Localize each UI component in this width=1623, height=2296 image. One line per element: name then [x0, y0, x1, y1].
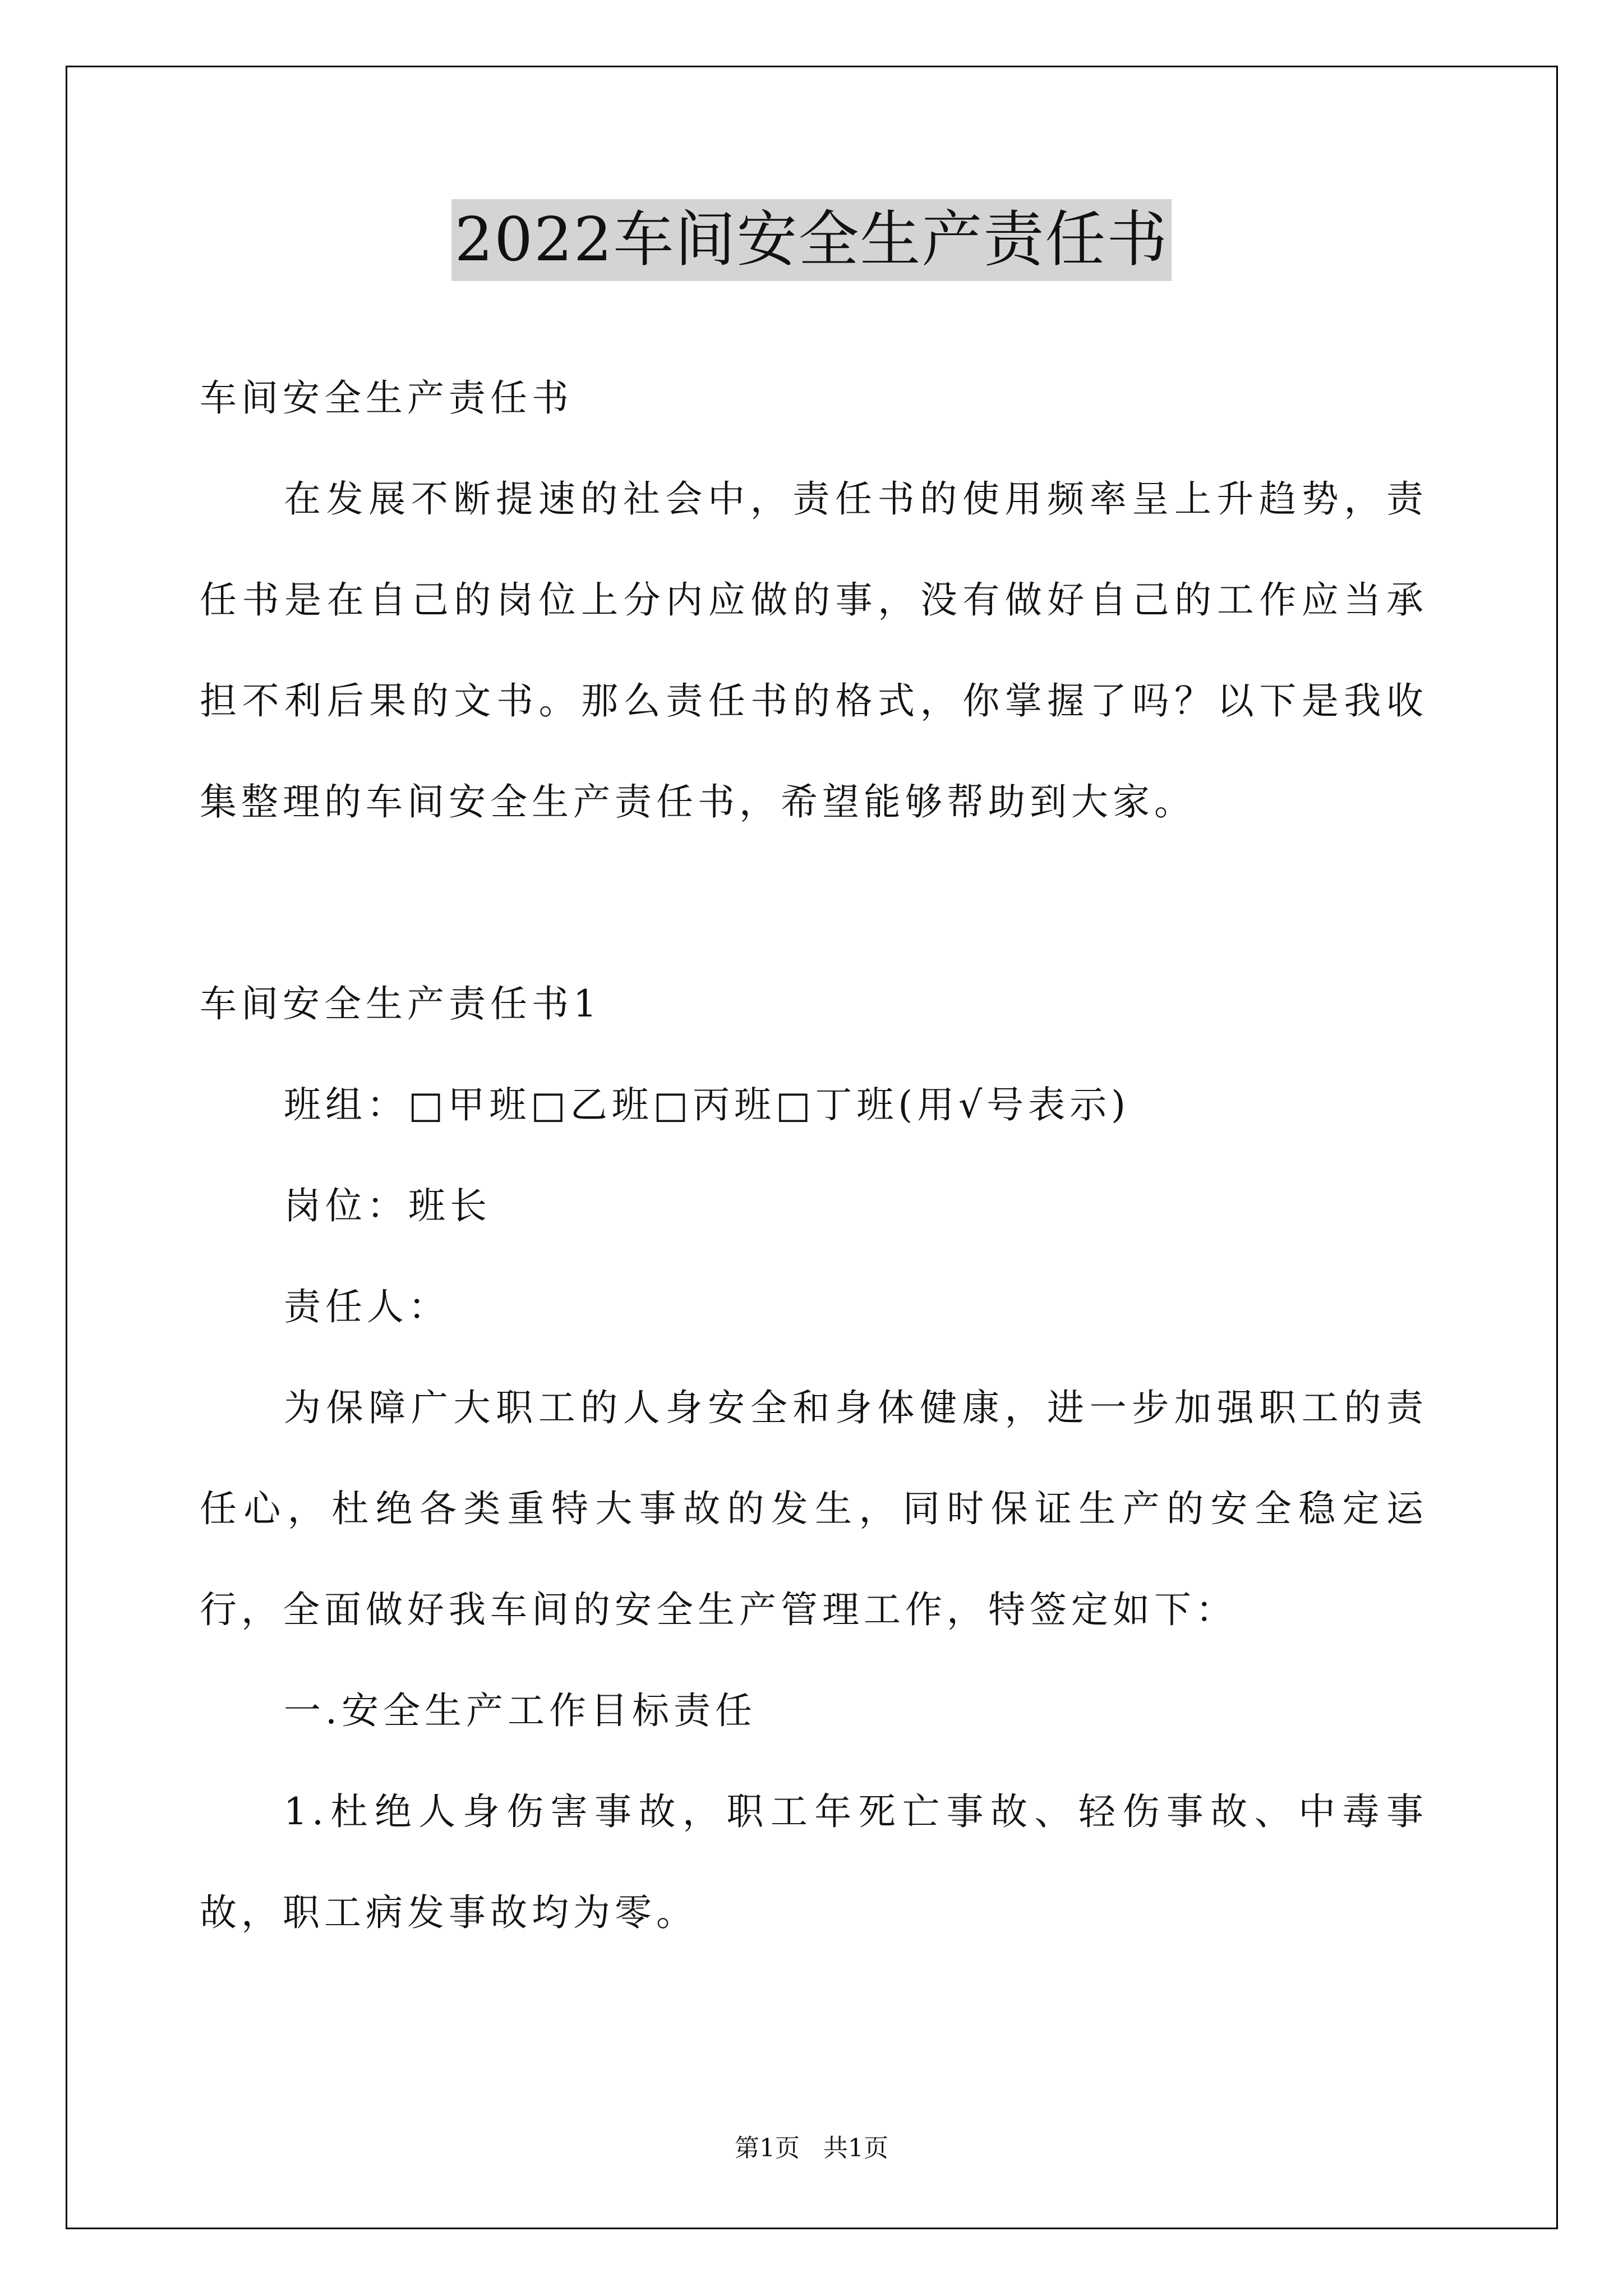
purpose-paragraph: 为保障广大职工的人身安全和身体健康，进一步加强职工的责任心，杜绝各类重特大事故的发生，同时保证生产的安全稳定运行，全面做好我车间的安全生产管理工作，特签定如下： [200, 1386, 1428, 1631]
intro-paragraph: 在发展不断提速的社会中，责任书的使用频率呈上升趋势，责任书是在自己的岗位上分内应做的事，没有做好自己的工作应当承担不利后果的文书。那么责任书的格式，你掌握了吗？以下是我收集整理的车间安全生产责任书，希望能够帮助到大家。 [200, 477, 1428, 823]
document-title: 2022车间安全生产责任书 [451, 199, 1172, 281]
section-heading: 车间安全生产责任书1 [200, 982, 601, 1025]
page-footer: 第1页 共1页 [735, 2134, 888, 2162]
clause-item-1: 1.杜绝人身伤害事故，职工年死亡事故、轻伤事故、中毒事故，职工病发事故均为零。 [200, 1790, 1428, 1934]
title-container [0, 199, 1623, 281]
document-subtitle: 车间安全生产责任书 [200, 376, 573, 420]
responsible-person-line: 责任人： [284, 1285, 450, 1328]
position-line: 岗位：班长 [284, 1184, 491, 1227]
clause-heading: 一.安全生产工作目标责任 [284, 1689, 757, 1732]
team-line: 班组：□甲班□乙班□丙班□丁班(用√号表示) [284, 1083, 1130, 1126]
document-body [200, 348, 1428, 1963]
